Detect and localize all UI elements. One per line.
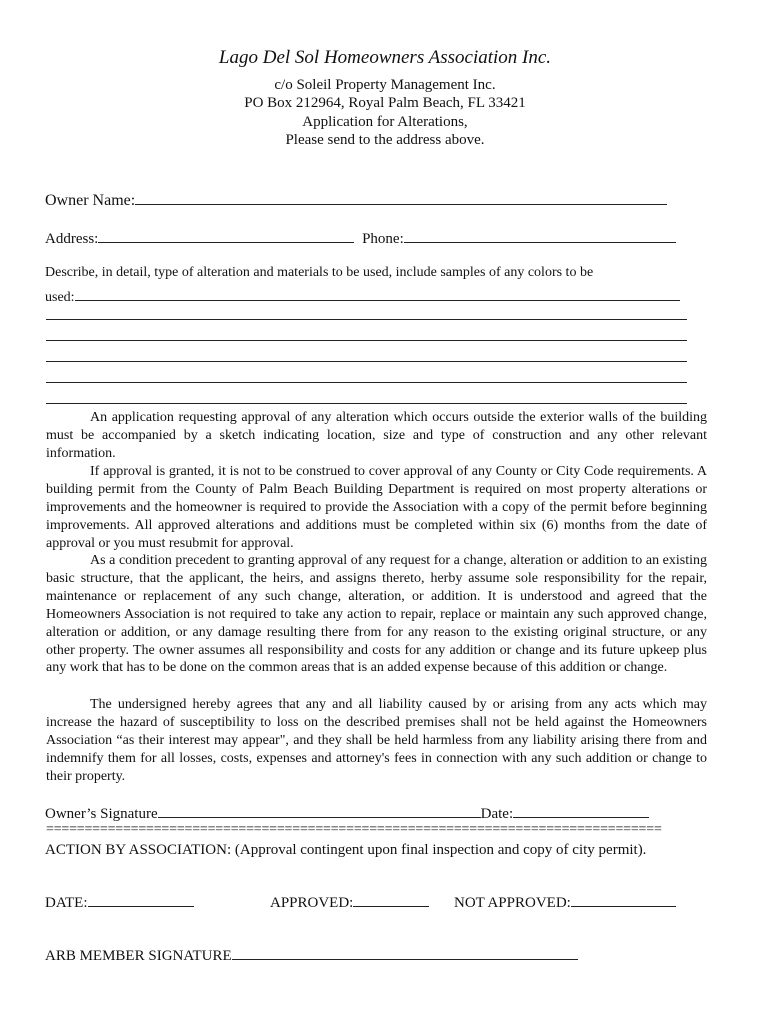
association-date-label: DATE: [45, 895, 88, 911]
description-field-line-3[interactable] [46, 340, 687, 341]
header-line-care-of: c/o Soleil Property Management Inc. [274, 77, 496, 93]
signature-date-field[interactable] [513, 803, 649, 818]
used-row [45, 286, 680, 306]
owner-signature-field[interactable] [158, 803, 481, 818]
paragraph-permit-requirement: If approval is granted, it is not to be construed to cover approval of any County or City Code requirements. A building permit from the County of Palm Beach Building Department is required on most property alterations or improvements and the homeowner is required to provide the Association with a copy of the permit before beginning improvements. All approved alterations and additions must be completed within six (6) months from the date of approval or you must resubmit for approval. [46, 464, 707, 551]
paragraph-responsibility: As a condition precedent to granting approval of any request for a change, alteration or addition to an existing basic structure, that the applicant, the heirs, and assigns thereto, herby assume sole responsibility for the repair, maintenance or replacement of any such change, alteration, or addition. It is understood and agreed that the Homeowners Association is not required to take any action to repair, replace or maintain any such approved change, alteration or addition, or any damage resulting there from for any reason to the existing original structure, or any other property. The owner assumes all responsibility and costs for any addition or change and its future upkeep plus any work that has to be done on the common areas that is an added expense because of this addition or change. [46, 553, 707, 676]
owner-signature-label: Owner’s Signature [45, 806, 158, 822]
association-date-field[interactable] [88, 892, 194, 907]
phone-label: Phone: [362, 231, 404, 247]
document-title: Lago Del Sol Homeowners Association Inc. [218, 47, 552, 68]
description-field-line-6[interactable] [46, 403, 687, 404]
address-label: Address: [45, 231, 99, 247]
description-field-line-2[interactable] [46, 319, 687, 320]
owner-signature-row [45, 803, 649, 823]
action-by-association-text: ACTION BY ASSOCIATION: (Approval contingent upon final inspection and copy of city permit). [45, 842, 647, 858]
arb-signature-label: ARB MEMBER SIGNATURE [45, 948, 232, 964]
header-line-form-name: Application for Alterations, [302, 114, 468, 130]
description-field-line-1[interactable] [75, 286, 680, 301]
header-line-address: PO Box 212964, Royal Palm Beach, FL 33421 [244, 95, 526, 111]
not-approved-field[interactable] [571, 892, 676, 907]
describe-instructions: Describe, in detail, type of alteration and materials to be used, include samples of any colors to be [45, 265, 594, 280]
not-approved-row [454, 892, 676, 912]
section-divider: ================================================================================ [46, 822, 662, 837]
address-row [45, 228, 676, 248]
approved-label: APPROVED: [270, 895, 354, 911]
description-field-line-4[interactable] [46, 361, 687, 362]
owner-name-label: Owner Name: [45, 192, 136, 209]
arb-signature-field[interactable] [232, 945, 578, 960]
used-label: used: [45, 290, 75, 305]
owner-name-field[interactable] [135, 190, 667, 205]
paragraph-sketch-requirement: An application requesting approval of any alteration which occurs outside the exterior walls of the building must be accompanied by a sketch indicating location, size and type of construction and any other relevant information. [46, 410, 707, 461]
arb-signature-row [45, 945, 578, 965]
signature-date-label: Date: [480, 806, 514, 822]
header-line-instructions: Please send to the address above. [285, 132, 485, 148]
description-field-line-5[interactable] [46, 382, 687, 383]
approved-field[interactable] [353, 892, 429, 907]
paragraph-liability: The undersigned hereby agrees that any and all liability caused by or arising from any acts which may increase the hazard of susceptibility to loss on the described premises shall not be held against the Homeowners Association “as their interest may appear", and they shall be held harmless from any liability arising there from and indemnify them for all losses, costs, expenses and attorney's fees in connection with any such addition or change to their property. [46, 697, 707, 784]
association-date-row [45, 892, 194, 912]
owner-name-row [45, 190, 667, 210]
phone-field[interactable] [404, 228, 676, 243]
address-field[interactable] [98, 228, 354, 243]
approved-row [270, 892, 429, 912]
not-approved-label: NOT APPROVED: [454, 895, 571, 911]
